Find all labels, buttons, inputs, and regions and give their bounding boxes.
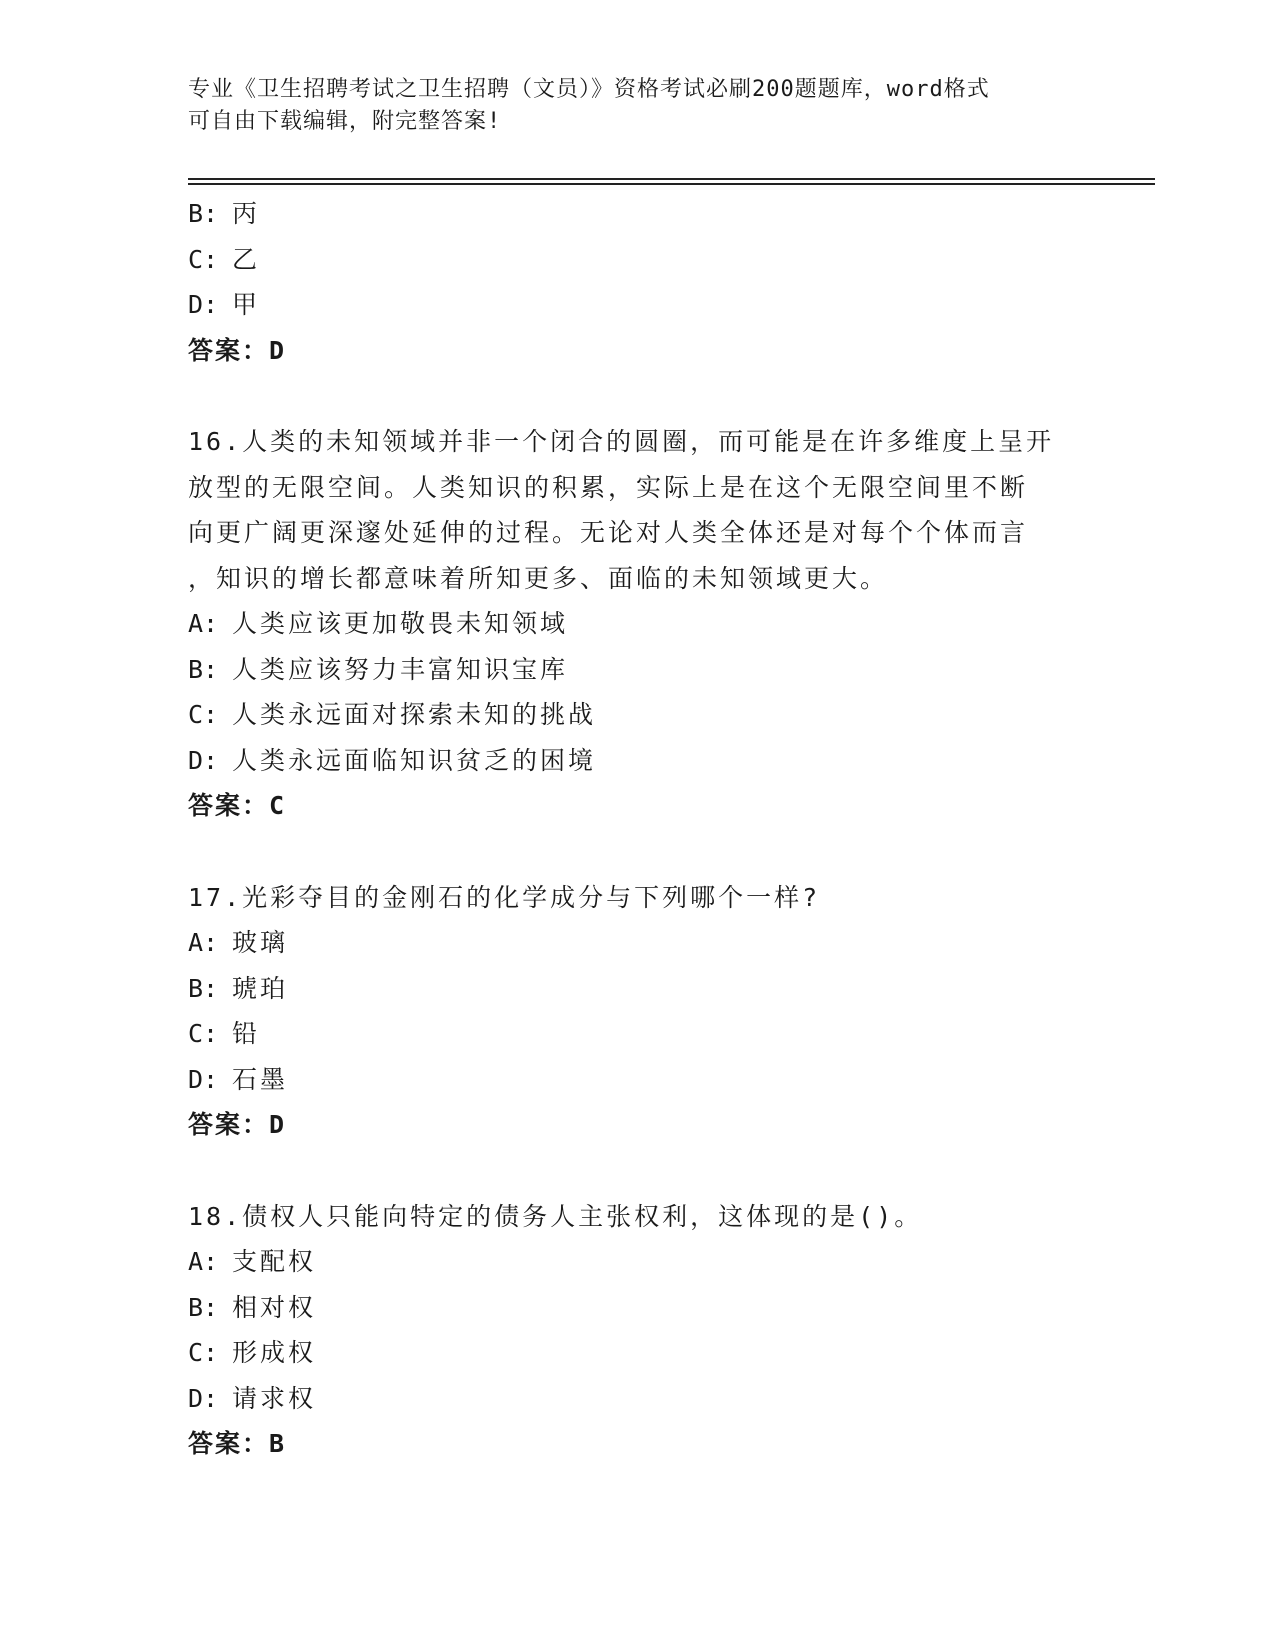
option-b: B: 人类应该努力丰富知识宝库 — [188, 654, 569, 684]
option-c: C: 人类永远面对探索未知的挑战 — [188, 700, 597, 729]
option-b: B: 琥珀 — [188, 973, 289, 1003]
spacer — [188, 373, 1088, 419]
question-17 — [188, 875, 1088, 1148]
option-a: A: 玻璃 — [188, 928, 289, 957]
spacer — [188, 829, 1088, 875]
question-text-line: 16.人类的未知领域并非一个闭合的圆圈，而可能是在许多维度上呈开 — [188, 427, 1055, 456]
option-d: D: 请求权 — [188, 1383, 317, 1413]
option-d: D: 石墨 — [188, 1064, 289, 1094]
option-b: B: 相对权 — [188, 1292, 317, 1322]
question-text-line: 向更广阔更深邃处延伸的过程。无论对人类全体还是对每个个体而言 — [188, 518, 1029, 547]
question-16 — [188, 419, 1088, 829]
header-rule-top — [188, 178, 1155, 180]
spacer — [188, 1148, 1088, 1194]
option-c: C: 铅 — [188, 1019, 261, 1048]
question-text-line: 18.债权人只能向特定的债务人主张权利，这体现的是()。 — [188, 1201, 923, 1231]
answer-line: 答案：C — [188, 791, 287, 820]
question-15-continuation — [188, 191, 1088, 373]
answer-line: 答案：D — [188, 335, 287, 365]
option-c: C: 乙 — [188, 244, 261, 274]
question-text-line: ，知识的增长都意味着所知更多、面临的未知领域更大。 — [188, 563, 889, 593]
document-header — [188, 74, 1088, 138]
answer-line: 答案：D — [188, 1110, 287, 1139]
header-line-2: 可自由下载编辑，附完整答案! — [188, 109, 502, 134]
option-b: B: 丙 — [188, 199, 261, 228]
option-a: A: 支配权 — [188, 1247, 317, 1276]
option-c: C: 形成权 — [188, 1338, 317, 1367]
header-line-1: 专业《卫生招聘考试之卫生招聘（文员）》资格考试必刷200题题库，word格式 — [188, 77, 990, 102]
option-a: A: 人类应该更加敬畏未知领域 — [188, 609, 569, 638]
option-d: D: 甲 — [188, 290, 261, 319]
option-d: D: 人类永远面临知识贫乏的困境 — [188, 745, 597, 775]
answer-line: 答案：B — [188, 1429, 287, 1458]
question-text-line: 17.光彩夺目的金刚石的化学成分与下列哪个一样? — [188, 882, 821, 912]
document-body — [188, 191, 1088, 1467]
question-text-line: 放型的无限空间。人类知识的积累，实际上是在这个无限空间里不断 — [188, 472, 1029, 502]
question-18 — [188, 1194, 1088, 1467]
header-rule-bottom — [188, 183, 1155, 185]
